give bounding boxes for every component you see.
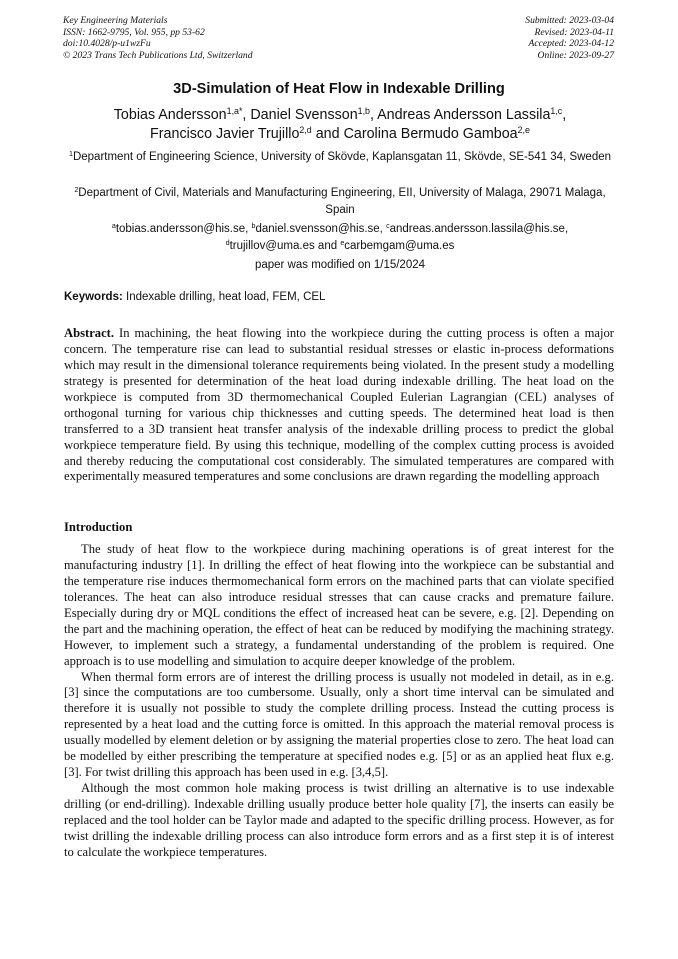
author xyxy=(344,126,530,142)
author-separator: and xyxy=(311,126,344,142)
author-sup: 1,a* xyxy=(226,106,243,117)
modified-note: paper was modified on 1/15/2024 xyxy=(254,259,426,271)
author-separator: , xyxy=(562,107,567,123)
affiliation-2 xyxy=(60,185,620,218)
keywords-label: Keywords: xyxy=(64,291,123,303)
revised-date: Revised: 2023-04-11 xyxy=(534,26,614,38)
email-separator: and xyxy=(314,239,341,252)
author-separator: , xyxy=(242,107,251,123)
email-sup: b xyxy=(251,222,256,231)
author-sup: 2,e xyxy=(517,125,530,136)
author-name: Francisco Javier Trujillo xyxy=(150,126,300,142)
author-name: Carolina Bermudo Gamboa xyxy=(343,126,518,142)
email-address[interactable]: daniel.svensson@his.se xyxy=(255,223,380,235)
author-sup: 1,b xyxy=(357,106,370,117)
email-separator: , xyxy=(379,223,387,235)
section-heading-introduction: Introduction xyxy=(64,520,133,534)
introduction-body xyxy=(64,542,614,861)
author xyxy=(114,107,251,123)
affiliation-sup: 2 xyxy=(74,186,79,195)
keywords xyxy=(64,291,325,303)
email-separator: , xyxy=(564,223,569,235)
paragraph: The study of heat flow to the workpiece during machining operations is of great interest for the manufacturing industry [1]. In drilling the effect of heat flowing into the workpiece can be substantial and the temperature rise induces thermomechanical form errors on the machined parts that can violate specified tolerances. The heat can also introduce residual stresses that can cause cracks and premature failure. Especially during dry or MQL conditions the effect of increased heat can be severe, e.g. [2]. Depending on the part and the machining operation, the effect of heat can be reduced by modifying the machining strategy. However, to implement such a strategy, a fundamental understanding of the problem is required. One approach is to use modelling and simulation to acquire deeper knowledge of the problem. xyxy=(64,542,614,668)
author xyxy=(250,107,377,123)
author-separator: , xyxy=(369,107,378,123)
email-address[interactable]: tobias.andersson@his.se xyxy=(115,223,246,235)
email-address[interactable]: carbemgam@uma.es xyxy=(344,239,455,252)
publication-dates xyxy=(525,15,614,61)
email-separator: , xyxy=(245,223,252,235)
author-name: Tobias Andersson xyxy=(113,107,227,123)
author xyxy=(377,107,566,123)
paragraph: Although the most common hole making process is twist drilling an alternative is to use indexable drilling (or end-drilling). Indexable drilling usually produce better hole quality [7], the inserts can easily be replaced and the tool holder can be Taylor made and adapted to the specific drilling process. However, as for twist drilling the indexable drilling process can also introduce form errors and as a first step it is of interest to calculate the workpiece temperatures. xyxy=(64,781,614,859)
author-name: Daniel Svensson xyxy=(250,107,358,123)
affiliation-1 xyxy=(60,149,620,166)
author-sup: 1,c xyxy=(550,106,563,117)
issn: ISSN: 1662-9795, Vol. 955, pp 53-62 xyxy=(63,26,205,38)
submitted-date: Submitted: 2023-03-04 xyxy=(525,15,614,26)
affiliation-text: Department of Civil, Materials and Manufacturing Engineering, EII, University of Malaga, 29071 Malaga, Spain xyxy=(78,187,606,216)
email-sup: e xyxy=(340,238,345,247)
abstract-label: Abstract. xyxy=(64,326,115,340)
email-list xyxy=(60,221,620,254)
journal-name: Key Engineering Materials xyxy=(63,15,168,26)
publication-info xyxy=(63,15,253,61)
accepted-date: Accepted: 2023-04-12 xyxy=(528,38,614,50)
author-list xyxy=(60,106,620,144)
abstract-text: In machining, the heat flowing into the workpiece during the cutting process is often a major concern. The temperature rise can lead to substantial residual stresses or elastic in-process deformations which may result in the dimensional tolerance requirements being violated. In the present study a modelling strategy is presented for determination of the heat load during indexable drilling. The heat load on the workpiece is computed from 3D thermomechanical Coupled Eulerian Lagrangian (CEL) analyses of orthogonal turning for various chip thicknesses and cutting speeds. The determined heat load is then transferred to a 3D transient heat transfer analysis of the indexable drilling process to predict the global workpiece temperature field. By using this technique, modelling of the complex cutting process is avoided and thereby reducing the computational cost considerably. The simulated temperatures are compared with experimentally measured temperatures and some conclusions are drawn regarding the modelling approach xyxy=(64,326,614,484)
author-sup: 2,d xyxy=(299,125,312,136)
affiliation-text: Department of Engineering Science, University of Skövde, Kaplansgatan 11, Skövde, SE-541 34, Sweden xyxy=(72,151,612,163)
author xyxy=(150,126,344,142)
email-sup: c xyxy=(386,222,390,231)
abstract xyxy=(64,326,614,485)
affiliation-sup: 1 xyxy=(68,150,73,159)
email-address[interactable]: andreas.andersson.lassila@his.se xyxy=(389,223,565,235)
paper-title: 3D-Simulation of Heat Flow in Indexable Drilling xyxy=(173,81,505,97)
paragraph: When thermal form errors are of interest the drilling process is usually not modeled in detail, as in e.g. [3] since the computations are too cumbersome. Usually, only a short time interval can be simulated and therefore it is usually not possible to study the complete drilling process. Instead the cutting process is represented by a heat load and the cutting force is omitted. In this approach the material removal process is usually modelled by element deletion or by assigning the material properties close to zero. The heat load can be modelled by either prescribing the temperature at specified nodes e.g. [5] or as an applied heat flux e.g. [3]. For twist drilling this approach has been used in e.g. [3,4,5]. xyxy=(64,669,614,780)
online-date: Online: 2023-09-27 xyxy=(537,49,614,61)
author-name: Andreas Andersson Lassila xyxy=(377,107,551,123)
email-sup: a xyxy=(111,222,116,231)
email-sup: d xyxy=(225,238,230,247)
keywords-text: Indexable drilling, heat load, FEM, CEL xyxy=(126,291,326,303)
copyright: © 2023 Trans Tech Publications Ltd, Switzerland xyxy=(63,49,253,61)
doi: doi:10.4028/p-u1wzFu xyxy=(63,38,151,50)
email-address[interactable]: trujillov@uma.es xyxy=(229,239,315,252)
